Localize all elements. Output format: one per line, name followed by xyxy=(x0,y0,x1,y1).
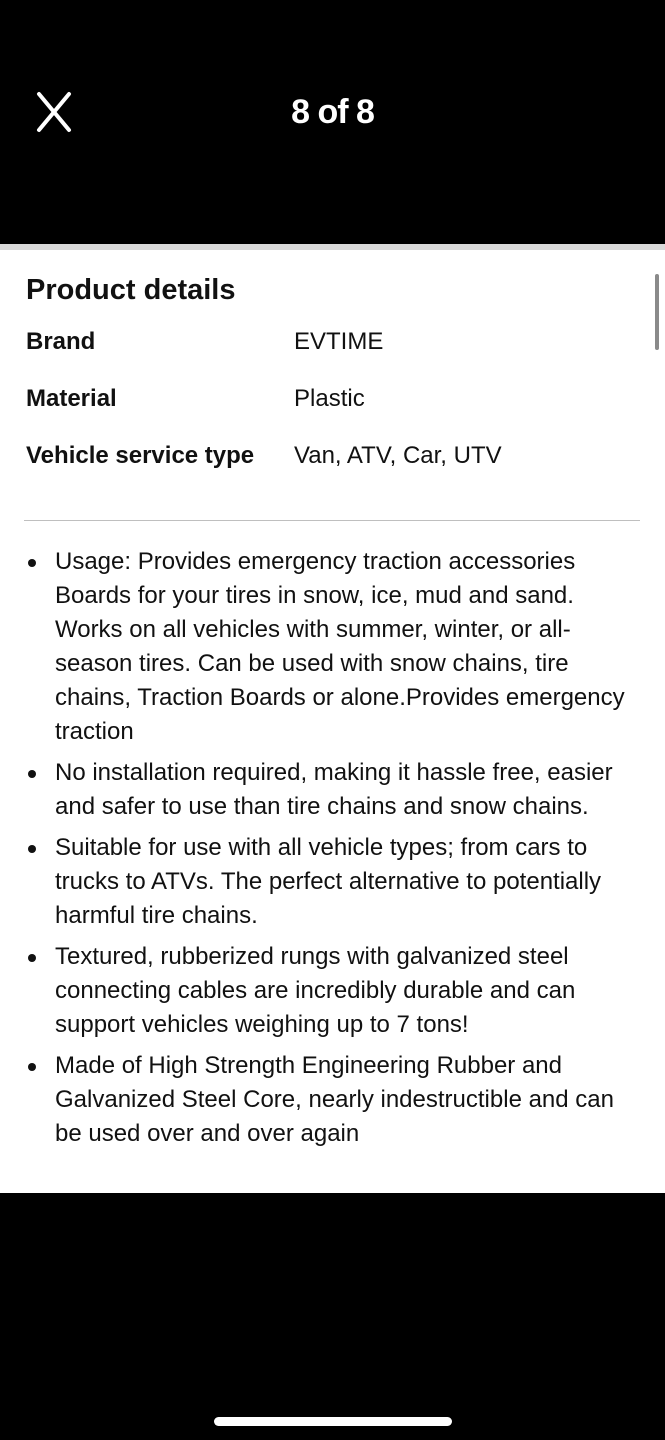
bullet-icon xyxy=(28,770,36,778)
feature-text: Made of High Strength Engineering Rubber and Galvanized Steel Core, nearly indestructible and can be used over and over again xyxy=(55,1052,614,1147)
bullet-icon xyxy=(28,1063,36,1071)
bullet-icon xyxy=(28,954,36,962)
home-indicator[interactable] xyxy=(214,1417,452,1426)
detail-label: Material xyxy=(26,385,117,412)
list-item xyxy=(24,756,644,824)
list-item xyxy=(24,940,644,1042)
detail-row-vehicle-service-type xyxy=(26,438,640,473)
feature-text: Suitable for use with all vehicle types; from cars to trucks to ATVs. The perfect alternative to potentially harmful tire chains. xyxy=(55,834,602,929)
bullet-icon xyxy=(28,845,36,853)
feature-text: Usage: Provides emergency traction accessories Boards for your tires in snow, ice, mud and sand. Works on all vehicles with summer, winter, or all-season tires. Can be used with snow chains, tire chains, Traction Boards or alone.Provides emergency traction xyxy=(55,548,625,745)
viewer-header xyxy=(0,0,665,244)
list-item xyxy=(24,831,644,933)
detail-row-brand xyxy=(26,324,640,359)
bullet-icon xyxy=(28,559,36,567)
detail-value: Plastic xyxy=(294,385,365,412)
detail-value: Van, ATV, Car, UTV xyxy=(294,442,502,469)
feature-text: Textured, rubberized rungs with galvanized steel connecting cables are incredibly durable and can support vehicles weighing up to 7 tons! xyxy=(55,943,576,1038)
detail-label: Brand xyxy=(26,328,96,355)
detail-label: Vehicle service type xyxy=(26,442,255,469)
detail-value: EVTIME xyxy=(294,328,384,355)
feature-text: No installation required, making it hassle free, easier and safer to use than tire chains and snow chains. xyxy=(55,759,613,820)
list-item xyxy=(24,1049,644,1151)
viewer-footer xyxy=(0,1193,665,1440)
section-divider xyxy=(24,520,640,521)
detail-row-material xyxy=(26,381,640,416)
feature-list xyxy=(24,545,644,1158)
image-counter: 8 of 8 xyxy=(291,93,374,131)
details-table xyxy=(26,324,640,495)
list-item xyxy=(24,545,644,749)
product-details-panel[interactable] xyxy=(0,250,665,1193)
section-title: Product details xyxy=(26,274,236,306)
scrollbar-thumb[interactable] xyxy=(655,274,659,350)
